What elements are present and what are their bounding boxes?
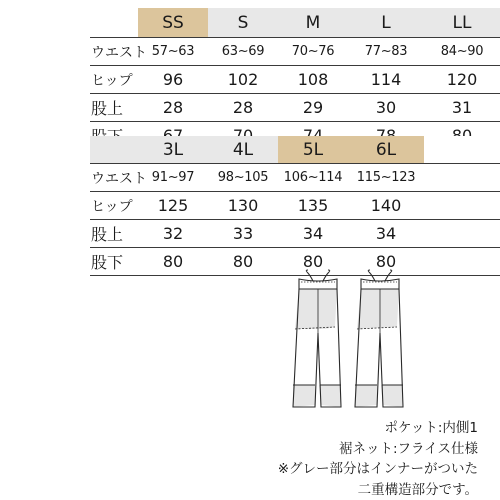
table-cell: 125 xyxy=(138,192,208,220)
corner-cell xyxy=(90,136,138,164)
size-header-5l: 5L xyxy=(278,136,348,164)
table-cell: 102 xyxy=(208,66,278,94)
table-cell: 57~63 xyxy=(138,38,208,66)
pants-front-illustration xyxy=(293,270,341,407)
table-cell: 106~114 xyxy=(278,164,348,192)
size-header-6l: 6L xyxy=(348,136,424,164)
table-cell: 34 xyxy=(278,220,348,248)
empty-cell xyxy=(424,192,500,220)
table-cell: 114 xyxy=(348,66,424,94)
size-table-1 xyxy=(90,8,500,150)
row-label-inseam: 股下 xyxy=(90,248,138,276)
table-row-rise xyxy=(90,94,500,122)
table-cell: 77~83 xyxy=(348,38,424,66)
pocket-note: ポケット:内側1 xyxy=(384,420,478,436)
hem-note: 裾ネット:フライス仕様 xyxy=(338,440,478,457)
table-cell: 120 xyxy=(424,66,500,94)
size-header-row xyxy=(90,136,500,164)
size-header-ss: SS xyxy=(138,8,208,38)
table-cell: 80 xyxy=(348,248,424,276)
size-header-row xyxy=(90,8,500,38)
row-label-hip: ヒップ xyxy=(90,192,138,220)
size-header-s: S xyxy=(208,8,278,38)
table-cell: 63~69 xyxy=(208,38,278,66)
table-cell: 108 xyxy=(278,66,348,94)
table-cell: 32 xyxy=(138,220,208,248)
size-header-4l: 4L xyxy=(208,136,278,164)
table-cell: 91~97 xyxy=(138,164,208,192)
table-cell: 130 xyxy=(208,192,278,220)
row-label-waist: ウエスト xyxy=(90,164,138,192)
table-cell: 70~76 xyxy=(278,38,348,66)
size-header-ll: LL xyxy=(424,8,500,38)
size-header-m: M xyxy=(278,8,348,38)
table-cell: 28 xyxy=(208,94,278,122)
empty-header-cell xyxy=(424,136,500,164)
table-cell: 29 xyxy=(278,94,348,122)
table-cell: 84~90 xyxy=(424,38,500,66)
product-notes xyxy=(278,418,478,500)
empty-cell xyxy=(424,248,500,276)
table-cell: 140 xyxy=(348,192,424,220)
pants-back-illustration xyxy=(355,270,403,407)
empty-cell xyxy=(424,220,500,248)
table-cell: 96 xyxy=(138,66,208,94)
gray-area-note-line2: 二重構造部分です。 xyxy=(357,481,478,498)
pants-diagram xyxy=(285,267,415,417)
table-cell: 33 xyxy=(208,220,278,248)
table-cell: 31 xyxy=(424,94,500,122)
table-cell: 135 xyxy=(278,192,348,220)
table-cell: 98~105 xyxy=(208,164,278,192)
row-label-waist: ウエスト xyxy=(90,38,138,66)
table-row-waist xyxy=(90,164,500,192)
table-row-hip xyxy=(90,66,500,94)
corner-cell xyxy=(90,8,138,38)
table-row-waist xyxy=(90,38,500,66)
empty-cell xyxy=(424,164,500,192)
size-table-2 xyxy=(90,136,500,276)
table-cell: 30 xyxy=(348,94,424,122)
row-label-rise: 股上 xyxy=(90,220,138,248)
table-row-rise xyxy=(90,220,500,248)
table-cell: 80 xyxy=(278,248,348,276)
table-cell: 80 xyxy=(138,248,208,276)
gray-area-note-line1: ※グレー部分はインナーがついた xyxy=(277,461,478,477)
size-header-3l: 3L xyxy=(138,136,208,164)
table-cell: 28 xyxy=(138,94,208,122)
table-cell: 80 xyxy=(208,248,278,276)
table-cell: 34 xyxy=(348,220,424,248)
table-row-hip xyxy=(90,192,500,220)
size-header-l: L xyxy=(348,8,424,38)
row-label-rise: 股上 xyxy=(90,94,138,122)
row-label-hip: ヒップ xyxy=(90,66,138,94)
table-cell: 115~123 xyxy=(348,164,424,192)
